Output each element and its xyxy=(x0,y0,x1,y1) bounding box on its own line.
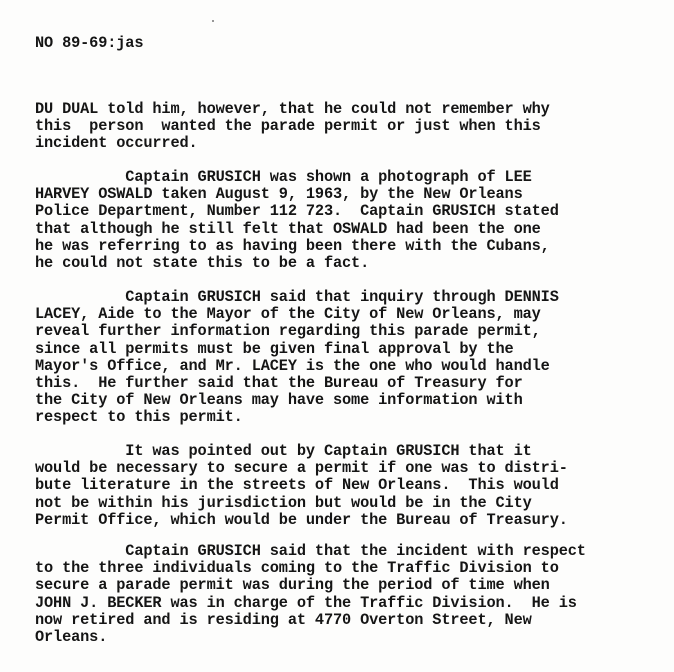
text-line: this person wanted the parade permit or just when this xyxy=(35,117,541,136)
paragraph-2 xyxy=(35,169,559,272)
file-number: NO 89-69:jas xyxy=(35,34,144,52)
text-line: would be necessary to secure a permit if one was to distri- xyxy=(35,459,568,478)
text-line: DU DUAL told him, however, that he could not remember why xyxy=(35,100,550,118)
text-line: reveal further information regarding this parade permit, xyxy=(35,322,541,341)
text-line: HARVEY OSWALD taken August 9, 1963, by the New Orleans xyxy=(35,185,523,204)
text-line: LACEY, Aide to the Mayor of the City of New Orleans, may xyxy=(35,305,541,324)
text-line: now retired and is residing at 4770 Overton Street, New xyxy=(35,610,532,629)
text-line: this. He further said that the Bureau of Treasury for xyxy=(35,374,523,393)
text-line: secure a parade permit was during the period of time when xyxy=(35,576,550,595)
text-line: respect to this permit. xyxy=(35,408,243,427)
text-line: incident occurred. xyxy=(35,134,198,153)
text-line: bute literature in the streets of New Orleans. This would xyxy=(35,476,559,495)
text-line: not be within his jurisdiction but would be in the City xyxy=(35,493,532,512)
scan-speck xyxy=(212,20,214,22)
text-line: Captain GRUSICH said that the incident with respect xyxy=(35,542,586,560)
paragraph-3 xyxy=(35,289,559,427)
text-line: Mayor's Office, and Mr. LACEY is the one who would handle xyxy=(35,356,550,375)
paragraph-1 xyxy=(35,101,550,153)
text-line: the City of New Orleans may have some information with xyxy=(35,391,523,410)
paragraph-5 xyxy=(35,543,586,646)
text-line: Orleans. xyxy=(35,628,108,647)
text-line: since all permits must be given final approval by the xyxy=(35,339,514,358)
text-line: JOHN J. BECKER was in charge of the Traffic Division. He is xyxy=(35,593,577,612)
text-line: he could not state this to be a fact. xyxy=(35,254,370,273)
text-line: Police Department, Number 112 723. Captain GRUSICH stated xyxy=(35,202,559,221)
paragraph-4 xyxy=(35,443,568,529)
text-line: to the three individuals coming to the Traffic Division to xyxy=(35,559,559,578)
text-line: he was referring to as having been there with the Cubans, xyxy=(35,236,550,255)
text-line: Permit Office, which would be under the Bureau of Treasury. xyxy=(35,510,568,529)
text-line: Captain GRUSICH was shown a photograph of LEE xyxy=(35,168,532,186)
text-line: It was pointed out by Captain GRUSICH that it xyxy=(35,442,532,460)
text-line: Captain GRUSICH said that inquiry through DENNIS xyxy=(35,288,559,306)
text-line: that although he still felt that OSWALD had been the one xyxy=(35,219,541,238)
